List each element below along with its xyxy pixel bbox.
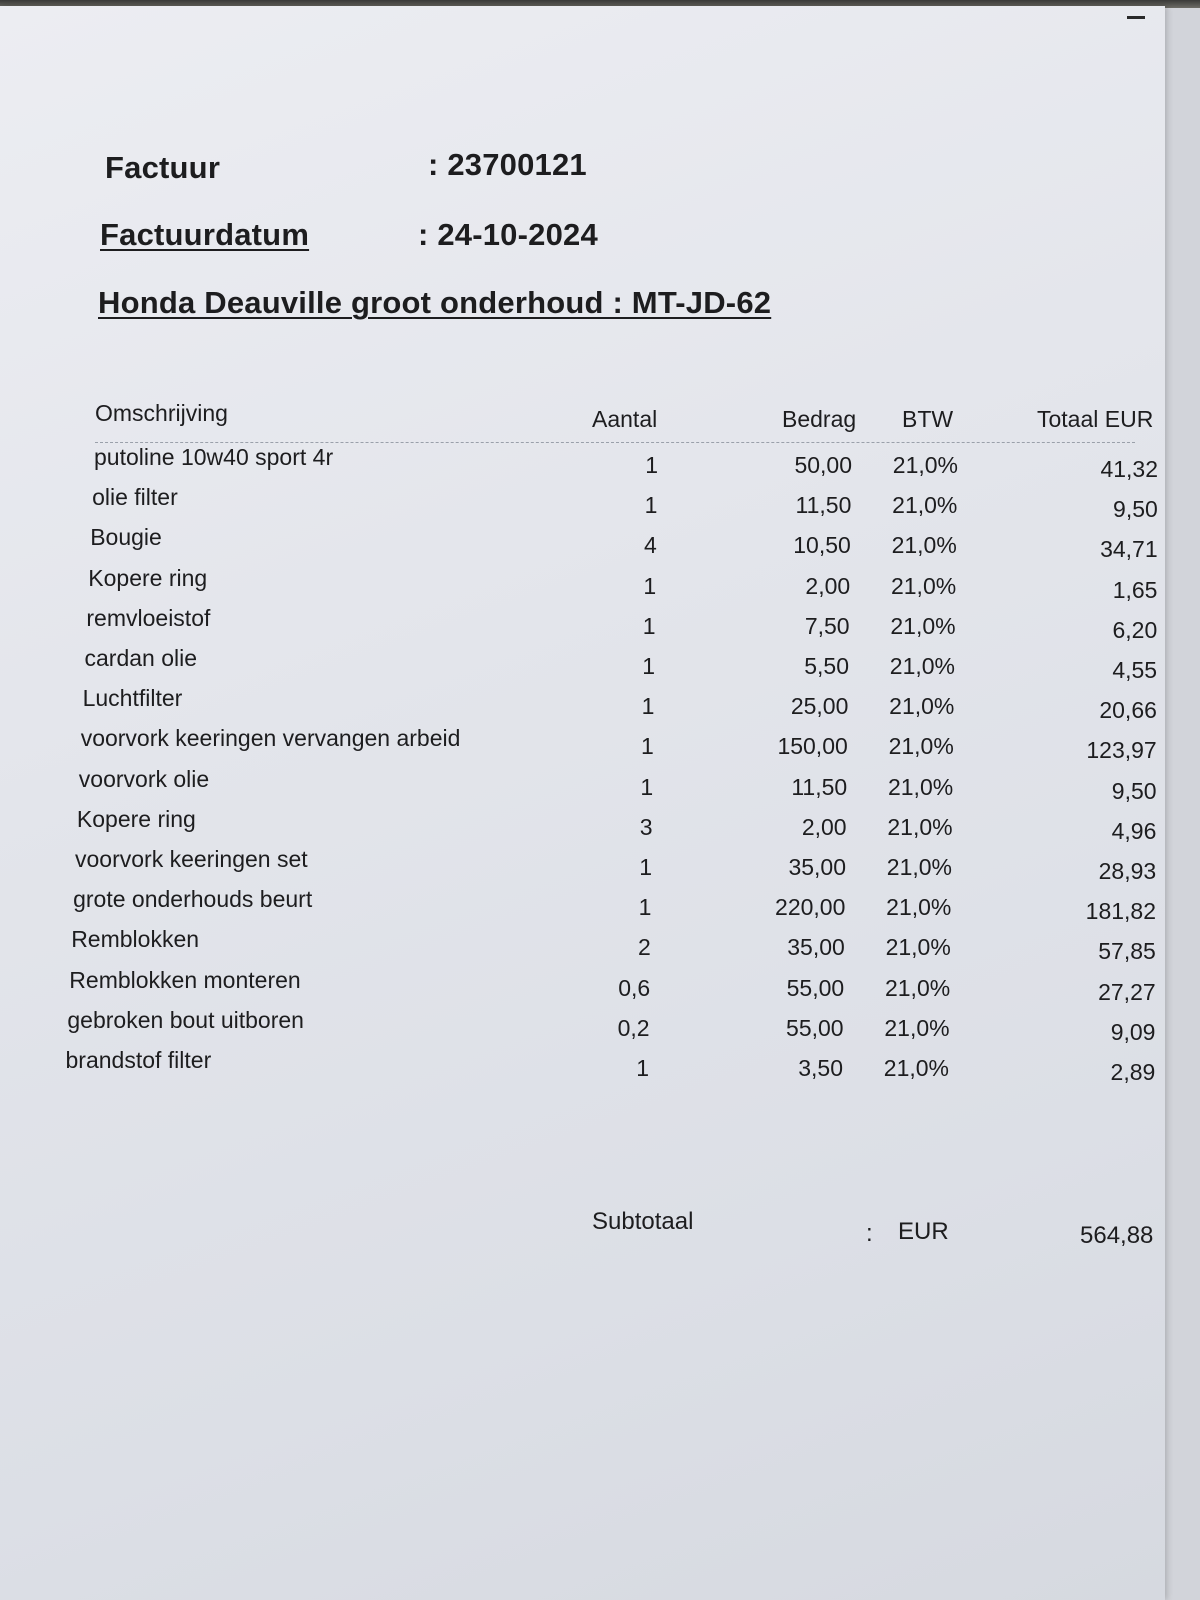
row-description: Kopere ring bbox=[88, 564, 208, 591]
row-amount: 5,50 bbox=[804, 653, 849, 679]
row-description: Kopere ring bbox=[76, 805, 196, 832]
row-vat: 21,0% bbox=[887, 773, 954, 800]
row-amount: 220,00 bbox=[775, 894, 846, 921]
row-quantity: 2 bbox=[638, 934, 651, 961]
row-quantity: 0,6 bbox=[618, 974, 651, 1001]
row-description: voorvork olie bbox=[78, 765, 210, 792]
header-divider bbox=[95, 442, 1135, 443]
row-total: 123,97 bbox=[1086, 737, 1157, 764]
row-description: putoline 10w40 sport 4r bbox=[94, 444, 334, 470]
row-amount: 11,50 bbox=[791, 773, 848, 800]
row-amount: 25,00 bbox=[790, 693, 849, 720]
column-header-description: Omschrijving bbox=[95, 400, 228, 426]
row-quantity: 1 bbox=[645, 452, 658, 478]
invoice-date: : 24-10-2024 bbox=[418, 217, 598, 252]
row-total: 41,32 bbox=[1100, 456, 1158, 482]
row-description: Remblokken monteren bbox=[69, 966, 301, 993]
table-row bbox=[0, 526, 1200, 566]
row-amount: 2,00 bbox=[805, 572, 851, 599]
row-vat: 21,0% bbox=[886, 854, 952, 880]
column-header-vat: BTW bbox=[902, 406, 954, 432]
row-vat: 21,0% bbox=[884, 974, 951, 1001]
row-vat: 21,0% bbox=[884, 1014, 950, 1041]
row-description: voorvork keeringen vervangen arbeid bbox=[80, 725, 461, 752]
subtotal-value: 564,88 bbox=[1080, 1222, 1154, 1249]
row-quantity: 1 bbox=[642, 612, 656, 639]
subtotal-currency: EUR bbox=[898, 1218, 949, 1245]
row-total: 9,50 bbox=[1111, 777, 1157, 804]
table-row bbox=[0, 966, 1200, 1009]
row-total: 181,82 bbox=[1085, 898, 1157, 925]
row-quantity: 1 bbox=[644, 492, 658, 519]
row-vat: 21,0% bbox=[892, 452, 958, 478]
row-quantity: 1 bbox=[641, 693, 655, 720]
row-vat: 21,0% bbox=[891, 532, 957, 559]
subtotal-separator: : bbox=[866, 1220, 873, 1247]
table-row bbox=[0, 888, 1200, 928]
row-amount: 7,50 bbox=[804, 612, 850, 639]
invoice-date-row bbox=[100, 217, 611, 253]
row-total: 6,20 bbox=[1112, 616, 1158, 643]
row-total: 57,85 bbox=[1098, 938, 1156, 965]
row-total: 27,27 bbox=[1098, 978, 1156, 1005]
row-quantity: 1 bbox=[643, 572, 657, 599]
table-row bbox=[0, 1006, 1200, 1049]
column-header-amount: Bedrag bbox=[782, 406, 857, 432]
invoice-number: : 23700121 bbox=[428, 147, 587, 182]
column-header-total: Totaal EUR bbox=[1037, 406, 1154, 432]
row-amount: 55,00 bbox=[786, 974, 845, 1001]
row-description: cardan olie bbox=[84, 645, 198, 671]
table-row bbox=[0, 687, 1200, 727]
row-total: 9,50 bbox=[1113, 496, 1158, 523]
row-amount: 150,00 bbox=[777, 733, 848, 760]
row-amount: 35,00 bbox=[787, 934, 845, 961]
row-total: 4,96 bbox=[1111, 817, 1157, 844]
table-row bbox=[0, 848, 1200, 888]
row-total: 9,09 bbox=[1110, 1018, 1156, 1045]
row-total: 4,55 bbox=[1112, 657, 1158, 683]
row-description: Remblokken bbox=[71, 926, 200, 953]
row-description: Bougie bbox=[90, 524, 162, 551]
row-quantity: 4 bbox=[644, 532, 657, 559]
row-description: Luchtfilter bbox=[82, 685, 183, 712]
row-quantity: 3 bbox=[639, 813, 653, 840]
row-vat: 21,0% bbox=[890, 612, 956, 639]
invoice-label: Factuur bbox=[105, 150, 221, 185]
row-amount: 35,00 bbox=[788, 854, 846, 880]
row-quantity: 1 bbox=[636, 1055, 649, 1081]
row-vat: 21,0% bbox=[892, 492, 958, 519]
column-header-quantity: Aantal bbox=[592, 406, 658, 432]
invoice-date-label: Factuurdatum bbox=[100, 217, 310, 252]
row-total: 20,66 bbox=[1099, 697, 1157, 724]
row-description: brandstof filter bbox=[65, 1047, 212, 1073]
row-quantity: 1 bbox=[640, 773, 654, 800]
row-amount: 11,50 bbox=[795, 492, 852, 519]
row-total: 28,93 bbox=[1098, 858, 1157, 884]
subtotal-label: Subtotaal bbox=[592, 1208, 694, 1235]
table-row bbox=[0, 446, 1200, 486]
table-row bbox=[0, 727, 1200, 767]
row-total: 2,89 bbox=[1110, 1059, 1156, 1085]
row-vat: 21,0% bbox=[885, 934, 951, 961]
table-row bbox=[0, 564, 1200, 607]
row-total: 1,65 bbox=[1112, 576, 1158, 603]
row-vat: 21,0% bbox=[889, 693, 955, 720]
row-quantity: 0,2 bbox=[617, 1014, 650, 1041]
row-vat: 21,0% bbox=[887, 813, 953, 840]
table-row bbox=[0, 928, 1200, 968]
row-amount: 50,00 bbox=[794, 452, 852, 478]
row-vat: 21,0% bbox=[883, 1055, 949, 1081]
row-description: grote onderhouds beurt bbox=[73, 886, 313, 913]
table-row bbox=[0, 1049, 1200, 1089]
row-description: gebroken bout uitboren bbox=[67, 1006, 304, 1033]
row-quantity: 1 bbox=[642, 653, 655, 679]
row-vat: 21,0% bbox=[886, 894, 952, 921]
row-amount: 2,00 bbox=[801, 813, 847, 840]
table-row bbox=[0, 765, 1200, 808]
invoice-title: Honda Deauville groot onderhoud : MT-JD-62 bbox=[98, 285, 772, 320]
row-description: olie filter bbox=[92, 484, 178, 511]
row-amount: 10,50 bbox=[793, 532, 851, 559]
table-row bbox=[0, 604, 1200, 647]
row-vat: 21,0% bbox=[890, 572, 957, 599]
row-quantity: 1 bbox=[639, 854, 652, 880]
table-row bbox=[0, 805, 1200, 848]
row-description: voorvork keeringen set bbox=[75, 846, 308, 872]
row-total: 34,71 bbox=[1100, 536, 1158, 563]
table-row bbox=[0, 486, 1200, 526]
row-description: remvloeistof bbox=[86, 604, 211, 631]
row-amount: 3,50 bbox=[798, 1055, 843, 1081]
row-quantity: 1 bbox=[641, 733, 654, 760]
row-vat: 21,0% bbox=[889, 653, 955, 679]
table-row bbox=[0, 647, 1200, 687]
row-amount: 55,00 bbox=[786, 1014, 844, 1041]
row-quantity: 1 bbox=[638, 894, 652, 921]
row-vat: 21,0% bbox=[888, 733, 954, 760]
